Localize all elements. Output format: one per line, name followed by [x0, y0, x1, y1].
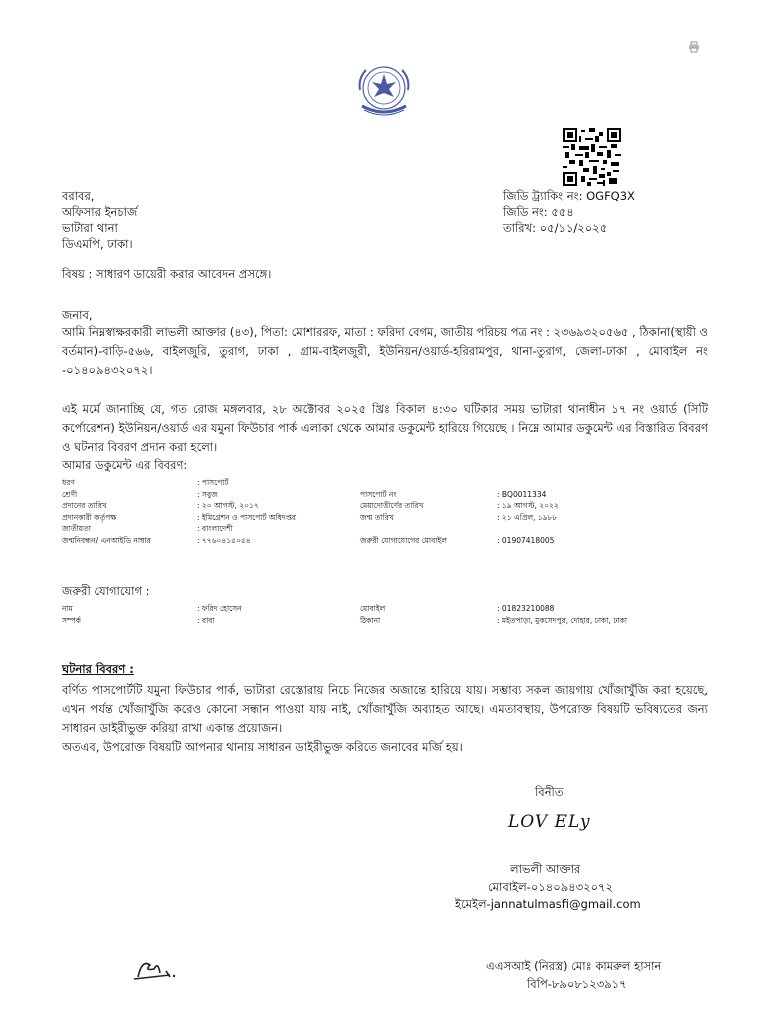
recipient-line: ভাটারা থানা	[62, 221, 118, 235]
qr-code	[563, 128, 621, 190]
recipient-line: অফিসার ইনচার্জ	[62, 205, 138, 219]
field-label: প্রদানকারী কর্তৃপক্ষ	[62, 512, 117, 522]
field-label: পাসপোর্ট নং	[360, 489, 397, 499]
field-value: : মইতপাড়া, মুকসেদপুর, দোহার, ঢাকা, ঢাকা	[497, 615, 628, 625]
doc-section-title: আমার ডকুমেন্ট এর বিবরণ:	[62, 458, 188, 472]
recipient-line: বরাবর,	[62, 189, 95, 203]
field-value: : বাবা	[197, 615, 215, 625]
table-row	[62, 477, 712, 489]
field-label: মোবাইল	[360, 604, 386, 613]
table-row	[62, 523, 712, 535]
field-value: : পাসপোর্ট	[197, 478, 229, 487]
field-value: : ২১ এপ্রিল, ১৯৮৮	[497, 512, 558, 522]
field-value: : 01823210088	[497, 604, 555, 613]
incident-title: ঘটনার বিবরণ :	[62, 662, 134, 676]
applicant-mobile: মোবাইল-০১৪০৯৪৩২০৭২	[488, 880, 614, 894]
field-value: : বাংলাদেশী	[197, 524, 233, 533]
table-row	[62, 615, 712, 627]
field-label: প্রদানের তারিখ	[62, 501, 107, 510]
field-label: জন্ম তারিখ	[360, 512, 394, 522]
field-label: সম্পর্ক	[62, 615, 81, 625]
field-label: নাম	[62, 604, 73, 613]
field-value: : ইমিগ্রেশন ও পাসপোর্ট অধিদপ্তর	[197, 512, 297, 522]
table-row	[62, 603, 712, 615]
print-icon[interactable]	[688, 38, 700, 57]
field-value: : BQ0011334	[497, 489, 547, 499]
gd-number: জিডি নং: ৫৫৪	[503, 205, 574, 219]
subject: বিষয় : সাধারণ ডায়েরী করার আবেদন প্রসঙ্গে।	[62, 267, 272, 281]
field-label: জন্মনিবন্ধন/ এনআইডি নাম্বার	[62, 535, 151, 545]
field-label: জরুরী যোগাযোগের মোবাইল	[360, 535, 447, 545]
field-label: শ্রেণী	[62, 489, 78, 499]
yours-faithfully: বিনীত	[535, 785, 564, 799]
body-paragraph: এই মর্মে জানাচ্ছি যে, গত রোজ মঙ্গলবার, ২৮ অক্টোবর ২০২৫ খ্রিঃ বিকাল ৪:৩০ ঘটিকার সময় ভাটারা থানাধীন ১৭ নং ওয়ার্ড (সিটি কর্পোরেশন) ইউনিয়ন/ওয়ার্ড এর যমুনা ফিউচার পার্ক এলাকা থেকে আমার ডকুমেন্ট হারিয়ে গিয়েছে । নিম্নে আমার ডকুমেন্ট এর বিস্তারিত বিবরণ ও ঘটনার বিবরণ প্রদান করা হলো।	[62, 402, 708, 454]
officer-signature	[130, 955, 180, 987]
incident-paragraph: বর্ণিত পাসপোর্টটি যমুনা ফিউচার পার্ক, ভাটারা রেস্তোরায় নিচে নিজের অজান্তে হারিয়ে যায়। সম্ভাব্য সকল জায়গায় খোঁজাখুঁজি করা হয়েছে, এখন পর্যন্ত খোঁজাখুঁজি করেও কোনো সন্ধান পাওয়া যায় নাই, খোঁজাখুঁজি অব্যাহত আছে। এমতাবস্থায়, উপরোক্ত বিষয়টি ভবিষ্যতের জন্য সাধারন ডাইরীভুক্ত করিয়া রাখা একান্ত প্রয়োজন।	[62, 683, 708, 735]
doc-details-table	[62, 477, 712, 546]
field-label: ধরণ	[62, 478, 75, 487]
field-value: : ৭৭৬০৪১৫০৫৪	[197, 535, 251, 545]
field-value: : সবুজ	[197, 489, 218, 499]
police-emblem	[352, 60, 416, 126]
field-label: জাতীয়তা	[62, 524, 91, 533]
applicant-signature: LOV ELy	[508, 812, 591, 832]
field-label: মেয়াদোত্তীর্ণের তারিখ	[360, 501, 424, 510]
officer-name: এএসআই (নিরস্ত্র) মোঃ কামরুল হাসান	[486, 959, 662, 973]
table-row	[62, 489, 712, 501]
field-value: : ২০ আগস্ট, ২০১৭	[197, 501, 259, 510]
gd-date: তারিখ: ০৫/১১/২০২৫	[503, 221, 608, 235]
field-value: : ১৯ আগস্ট, ২০২২	[497, 501, 559, 510]
emergency-title: জরুরী যোগাযোগ :	[62, 584, 150, 598]
salutation: জনাব,	[62, 308, 93, 322]
recipient-line: ডিএমপি, ঢাকা।	[62, 237, 133, 251]
table-row	[62, 500, 712, 512]
gd-tracking-number: জিডি ট্র্যাকিং নং: OGFQ3X	[503, 189, 635, 203]
closing-line: অতএব, উপরোক্ত বিষয়টি আপনার থানায় সাধারন ডাইরীভুক্ত করিতে জনাবের মর্জি হয়।	[62, 740, 463, 754]
officer-bp-number: বিপি-৮৯০৮১২৩৯১৭	[527, 977, 627, 991]
applicant-name: লাভলী আক্তার	[510, 862, 581, 876]
field-value: : 01907418005	[497, 535, 555, 545]
field-value: : ফরিদ হোসেন	[197, 604, 242, 613]
emergency-table	[62, 603, 712, 626]
intro-paragraph: আমি নিম্নস্বাক্ষরকারী লাভলী আক্তার (৪৩), পিতা: মোশাররফ, মাতা : ফরিদা বেগম, জাতীয় পরিচয় পত্র নং : ২৩৬৯৩২০৫৬৫ , ঠিকানা(স্থায়ী ও বর্তমান)-বাড়ি-৫৬৬, বাইলজুরি, তুরাগ, ঢাকা , গ্রাম-বাইলজুরী, ইউনিয়ন/ওয়ার্ড-হরিরামপুর, থানা-তুরাগ, জেলা-ঢাকা , মোবাইল নং -০১৪০৯৪৩২০৭২।	[62, 325, 708, 377]
table-row	[62, 535, 712, 547]
applicant-email: ইমেইল-jannatulmasfi@gmail.com	[455, 897, 641, 911]
field-label: ঠিকানা	[360, 615, 381, 625]
table-row	[62, 512, 712, 524]
